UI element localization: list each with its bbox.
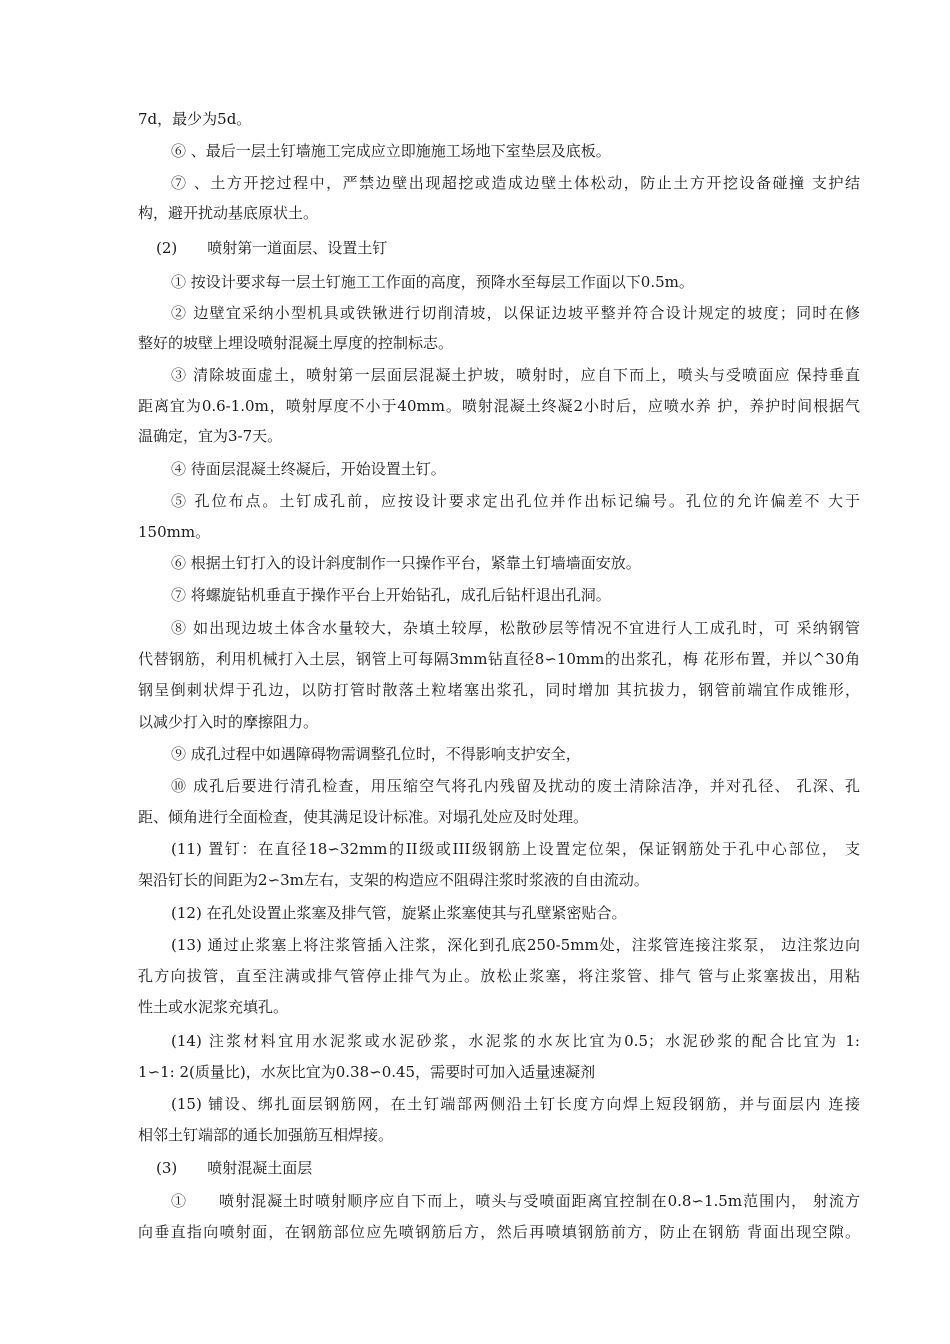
text-line: (11) 置钉：在直径18∽32mm的II级或III级钢筋上设置定位架，保证钢筋处于孔中心部位， 支	[171, 840, 860, 858]
text-line: 钢呈倒刺状焊于孔边，以防打管时散落土粒堵塞出浆孔，同时增加 其抗拔力，钢管前端宜作成锥形，	[138, 681, 860, 699]
text-line: 以减少打入时的摩擦阻力。	[138, 713, 319, 731]
text-line: ③ 清除坡面虚土，喷射第一层面层混凝土护坡，喷射时，应自下而上，喷头与受喷面应 保持垂直	[171, 366, 860, 384]
text-line: 性土或水泥浆充填孔。	[138, 998, 289, 1016]
text-line: ⑧ 如出现边坡土体含水量较大，杂填土较厚，松散砂层等情况不宜进行人工成孔时，可 采纳钢管	[171, 619, 860, 637]
text-line: (13) 通过止浆塞上将注浆管插入注浆，深化到孔底250-5mm处，注浆管连接注浆泵， 边注浆边向	[171, 936, 860, 954]
text-line: 构，避开扰动基底原状土。	[138, 204, 319, 222]
text-line: ① 按设计要求每一层土钉施工工作面的高度，预降水至每层工作面以下0.5m。	[171, 273, 694, 291]
text-line: (12) 在孔处设置止浆塞及排气管，旋紧止浆塞使其与孔壁紧密贴合。	[171, 904, 627, 922]
text-line: ⑥ 、最后一层土钉墙施工完成应立即施施工场地下室垫层及底板。	[171, 142, 611, 160]
text-line: 温确定，宜为3-7天。	[138, 427, 283, 445]
text-line: 7d，最少为5d。	[138, 110, 252, 128]
text-line: ① 喷射混凝土时喷射顺序应自下而上，喷头与受喷面距离宜控制在0.8∽1.5m范围内， 射流方	[171, 1192, 860, 1210]
text-line: (15) 铺设、绑扎面层钢筋网，在土钉端部两侧沿土钉长度方向焊上短段钢筋，并与面层内 连接	[171, 1095, 860, 1113]
text-line: 150mm。	[138, 523, 211, 541]
text-line: (14) 注浆材料宜用水泥浆或水泥砂浆，水泥浆的水灰比宜为0.5；水泥砂浆的配合比宜为 1:	[171, 1032, 860, 1050]
text-line: 相邻土钉端部的通长加强筋互相焊接。	[138, 1126, 394, 1144]
text-line: ④ 待面层混凝土终凝后，开始设置土钉。	[171, 460, 446, 478]
text-line: 距、倾角进行全面检查，使其满足设计标准。对塌孔处应及时处理。	[138, 808, 589, 826]
text-line: (3) 喷射混凝土面层	[156, 1159, 313, 1177]
text-line: (2) 喷射第一道面层、设置土钉	[156, 239, 388, 257]
text-line: 向垂直指向喷射面，在钢筋部位应先喷钢筋后方，然后再喷填钢筋前方，防止在钢筋 背面出现空隙。	[138, 1223, 860, 1241]
text-line: 整好的坡壁上埋设喷射混凝土厚度的控制标志。	[138, 334, 454, 352]
text-line: 距离宜为0.6-1.0m，喷射厚度不小于40mm。喷射混凝土终凝2小时后，应喷水养 护，养护时间根据气	[138, 397, 860, 415]
text-line: ⑩ 成孔后要进行清孔检查，用压缩空气将孔内残留及扰动的废土清除洁净，并对孔径、 孔深、孔	[171, 777, 860, 795]
text-line: ⑦ 将螺旋钻机垂直于操作平台上开始钻孔，成孔后钻杆退出孔洞。	[171, 586, 611, 604]
text-line: 代替钢筋，利用机械打入土层，钢管上可每隔3mm钻直径8∽10mm的出浆孔，梅 花形布置，并以^30角	[138, 650, 860, 668]
text-line: 架沿钉长的间距为2∽3m左右，支架的构造应不阻碍注浆时浆液的自由流动。	[138, 871, 649, 889]
text-line: 孔方向拔管，直至注满或排气管停止排气为止。放松止浆塞，将注浆管、排气 管与止浆塞拔出，用粘	[138, 967, 860, 985]
text-line: 1∽1: 2(质量比)，水灰比宜为0.38∽0.45，需要时可加入适量速凝剂	[138, 1063, 596, 1081]
text-line: ⑤ 孔位布点。土钉成孔前，应按设计要求定出孔位并作出标记编号。孔位的允许偏差不 大于	[171, 492, 860, 510]
text-line: ⑥ 根据土钉打入的设计斜度制作一只操作平台，紧靠土钉墙墙面安放。	[171, 554, 641, 572]
text-line: ⑨ 成孔过程中如遇障碍物需调整孔位时，不得影响支护安全，	[171, 745, 581, 763]
text-line: ② 边壁宜采纳小型机具或铁锹进行切削清坡，以保证边坡平整并符合设计规定的坡度；同时在修	[171, 304, 860, 322]
text-line: ⑦ 、土方开挖过程中，严禁边壁出现超挖或造成边壁土体松动，防止土方开挖设备碰撞 支护结	[171, 174, 860, 192]
